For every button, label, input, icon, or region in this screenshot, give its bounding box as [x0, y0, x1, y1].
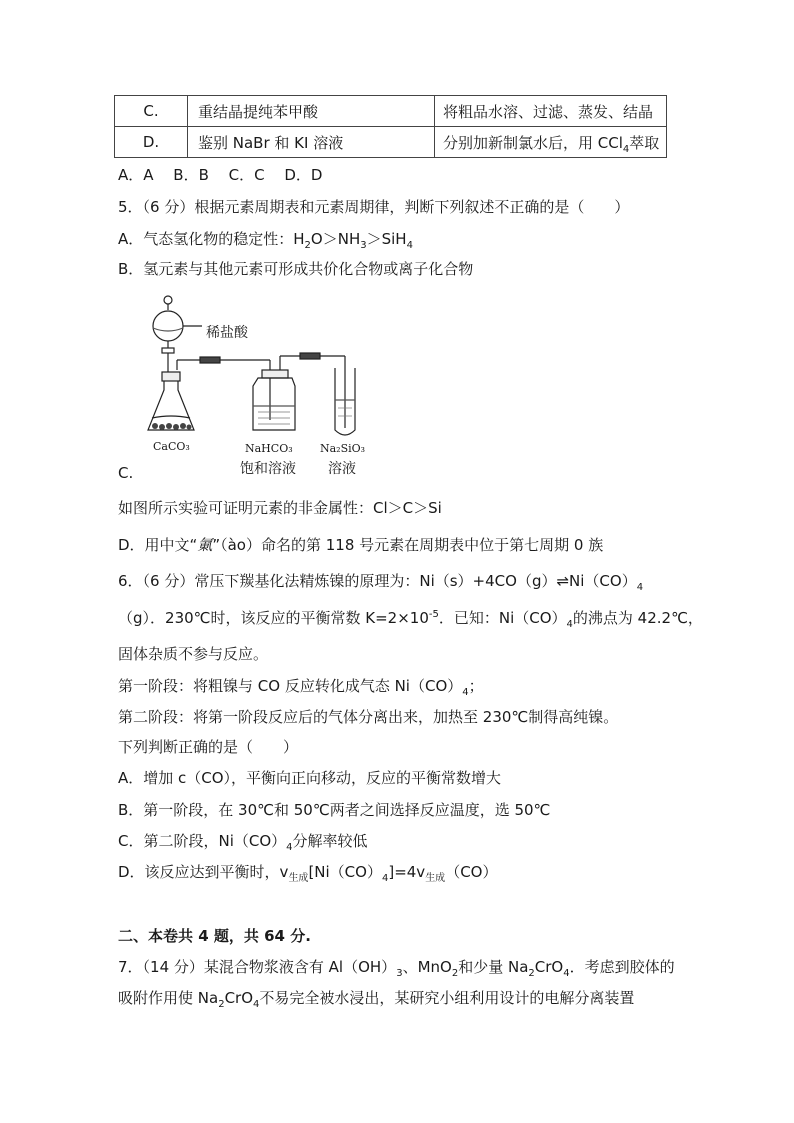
table-row [115, 127, 667, 158]
q5-stem: 5．（6 分）根据元素周期表和元素周期律，判断下列叙述不正确的是（ ） [118, 198, 630, 216]
q6-option-a: A．增加 c（CO），平衡向正向移动，反应的平衡常数增大 [118, 769, 502, 787]
table-cell-option: D. [115, 127, 188, 158]
table-cell-experiment: 重结晶提纯苯甲酸 [188, 96, 435, 127]
table-cell-option: C. [115, 96, 188, 127]
label-saturated-solution: 饱和溶液 [240, 461, 296, 477]
options-table [114, 95, 667, 158]
q7-stem-line2: 吸附作用使 $Na_2CrO_4$不易完全被水浸出，某研究小组利用设计的电解分离装置 [118, 989, 635, 1010]
q6-option-d: D．该反应达到平衡时，$v_{生成}[Ni(CO)_4]=4v_{生成}(CO)$ [118, 863, 498, 884]
q5-option-d: D．用中文“氭”（ào）命名的第 118 号元素在周期表中位于第七周期 0 族 [118, 536, 604, 554]
label-caco3: CaCO₃ [153, 440, 190, 453]
apparatus-diagram [140, 290, 380, 450]
q5-option-c: 如图所示实验可证明元素的非金属性：Cl＞C＞Si [118, 499, 442, 517]
q6-stage2: 第二阶段：将第一阶段反应后的气体分离出来，加热至 230℃制得高纯镍。 [118, 708, 619, 726]
section-heading: 二、本卷共 4 题，共 64 分. [118, 927, 311, 945]
q4-answer-options: A．A B．B C．C D．D [118, 166, 323, 184]
table-cell-experiment: 鉴别 NaBr 和 KI 溶液 [188, 127, 435, 158]
q7-stem-line1: 7．（14 分）某混合物浆液含有 $Al(OH)_3$、MnO$_2$和少量 $Na_2CrO_4$．考虑到胶体的 [118, 958, 675, 979]
label-nahco3: NaHCO₃ [245, 442, 293, 455]
q6-stem-line2: （g）．230℃时，该反应的平衡常数 $K=2\times 10^{-5}$．已知：$Ni(CO)_4$的沸点为 42.2℃， [118, 609, 703, 630]
label-dilute-hcl: 稀盐酸 [206, 325, 248, 341]
q6-stem-line1: 6．（6 分）常压下羰基化法精炼镍的原理为：$Ni(s)+4CO(g)\rightleftharpoons Ni(CO)_4$ [118, 572, 644, 593]
q5-option-c-label: C. [118, 464, 134, 482]
table-cell-method: 将粗品水溶、过滤、蒸发、结晶 [435, 96, 667, 127]
q5-option-a: A．气态氢化物的稳定性：$H_2O>NH_3>SiH_4$ [118, 230, 413, 251]
q6-stem-line3: 固体杂质不参与反应。 [118, 645, 269, 663]
label-solution: 溶液 [328, 461, 356, 477]
table-row [115, 96, 667, 127]
q6-ask: 下列判断正确的是（ ） [118, 738, 299, 756]
q6-stage1: 第一阶段：将粗镍与 CO 反应转化成气态 $Ni(CO)_4$； [118, 677, 484, 698]
q5-option-b: B．氢元素与其他元素可形成共价化合物或离子化合物 [118, 260, 474, 278]
q6-option-b: B．第一阶段，在 30℃和 50℃两者之间选择反应温度，选 50℃ [118, 801, 551, 819]
table-cell-method: 分别加新制氯水后，用 CCl$_4$萃取 [435, 127, 667, 158]
label-na2sio3: Na₂SiO₃ [320, 442, 366, 455]
q6-option-c: C．第二阶段，$Ni(CO)_4$分解率较低 [118, 832, 368, 853]
